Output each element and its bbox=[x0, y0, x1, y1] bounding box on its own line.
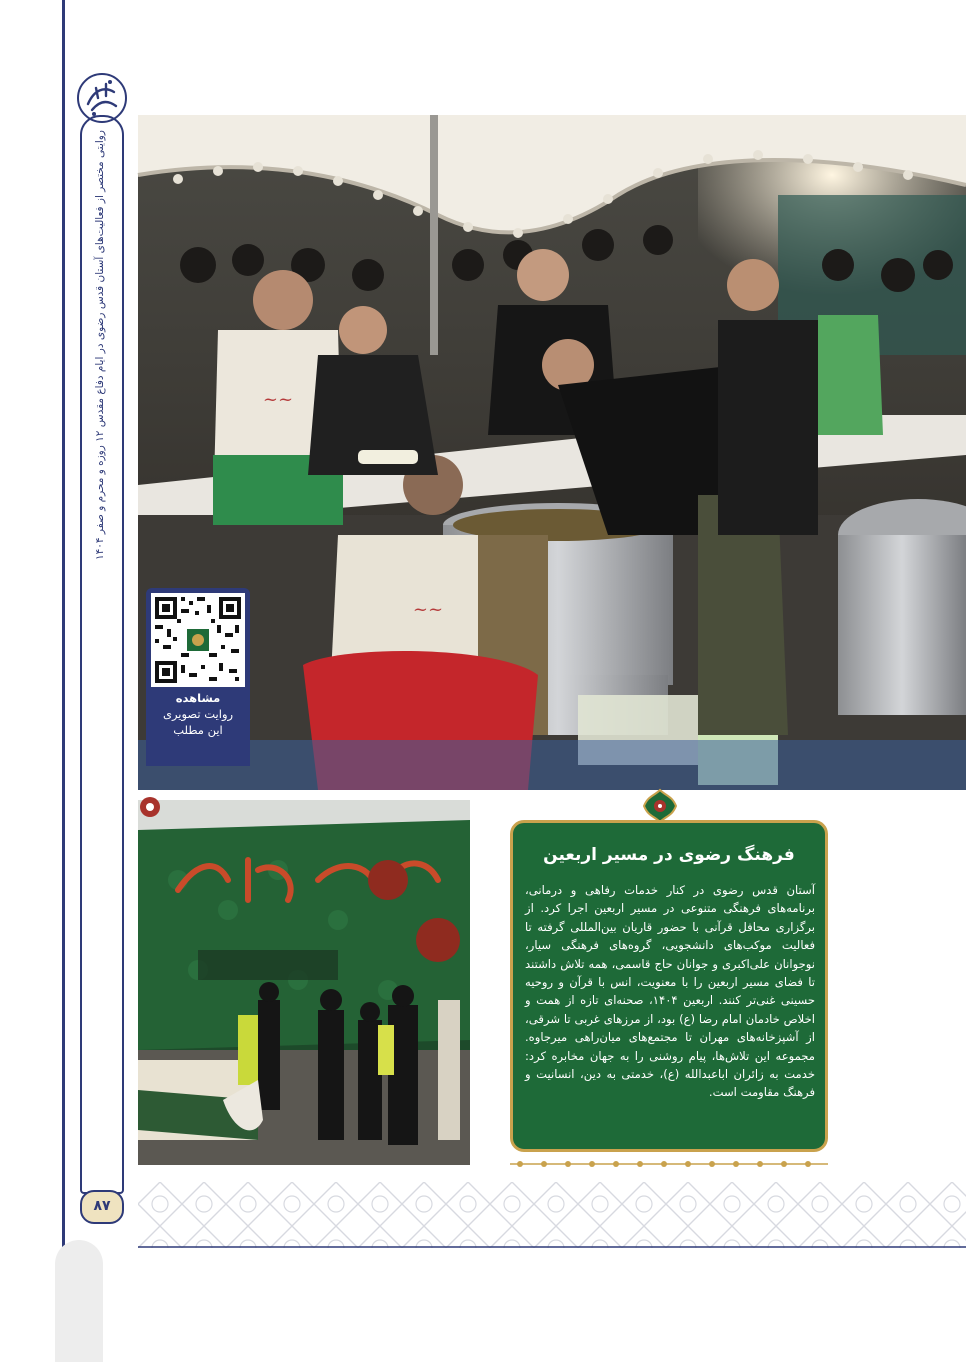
article-card bbox=[510, 820, 828, 1152]
qr-caption-line2: روایت تصویری bbox=[162, 707, 234, 721]
photo-food-distribution bbox=[138, 115, 966, 790]
sidebar-tab bbox=[55, 1240, 103, 1362]
flower-ornament-icon bbox=[138, 795, 162, 819]
decorative-lattice bbox=[138, 1182, 966, 1248]
calligraphy-logo-icon bbox=[74, 70, 130, 126]
qr-caption-line1: مشاهده bbox=[175, 691, 221, 705]
sidebar bbox=[0, 0, 130, 1362]
svg-text:~~: ~~ bbox=[412, 599, 444, 620]
article-body: آستان قدس رضوی در کنار خدمات رفاهی و درمانی، برنامه‌های فرهنگی متنوعی در مسیر اربعین اجرا کرد. از برگزاری محافل قرآنی با حضور قاریان بین‌المللی گرفته تا فعالیت موکب‌های دانشجویی، گروه‌های فرهنگی سیار، نوجوانان علی‌اکبری و جوانان حاج قاسمی، همه تلاش داشتند تا فضای مسیر اربعین را با معنویت، انس با قرآن و روحیه حسینی غنی‌تر کنند. اربعین ۱۴۰۴، صحنه‌ای تازه از همت و اخلاص خادمان امام رضا (ع) بود، از مرزهای غربی تا شرقی، از آشپزخانه‌های مهران تا مجتمع‌های میان‌راهی میرجاوه. مجموعه این تلاش‌ها، پیام روشنی را به جهان مخابره کرد: خدمت به زائران اباعبدالله (ع)، خدمتی به دین، انسانیت و فرهنگ مقاومت است. bbox=[525, 883, 816, 1100]
medallion-icon bbox=[642, 788, 678, 824]
qr-code[interactable] bbox=[151, 593, 245, 687]
article-title: فرهنگ رضوی در مسیر اربعین bbox=[543, 845, 795, 865]
gold-border-ornament bbox=[510, 1156, 828, 1172]
photo-mokeb-imam-reza bbox=[138, 800, 470, 1165]
sidebar-rule bbox=[62, 0, 65, 1362]
qr-caption-line3: این مطلب bbox=[173, 723, 223, 737]
qr-caption bbox=[146, 690, 250, 738]
qr-card bbox=[146, 588, 250, 766]
sidebar-caption: روایتی مختصر از فعالیت‌های آستان قدس رضوی در ایام دفاع مقدس ۱۲ روزه و محرم و صفر ۱۴۰۴ bbox=[94, 130, 106, 560]
svg-text:~~: ~~ bbox=[262, 389, 294, 410]
page-number: ۸۷ bbox=[80, 1190, 124, 1224]
